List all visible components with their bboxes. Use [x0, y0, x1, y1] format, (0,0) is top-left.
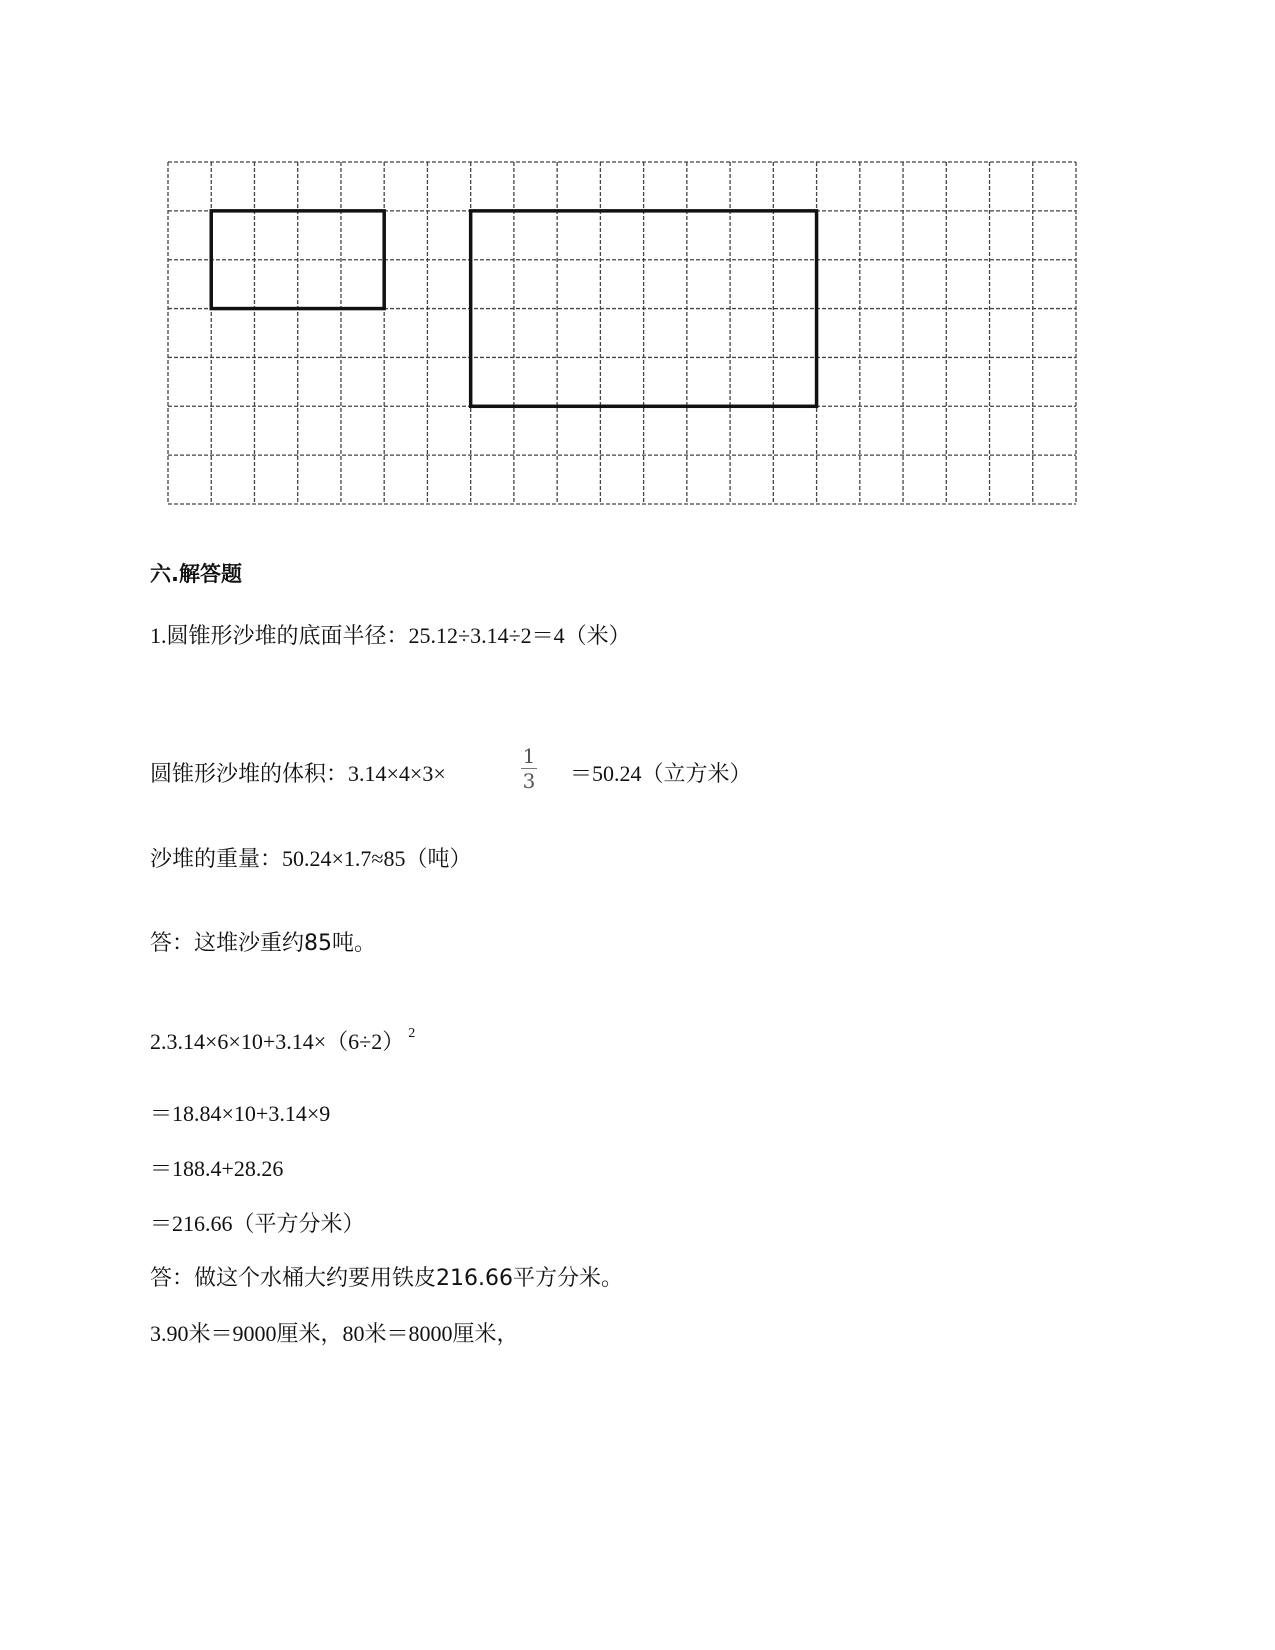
problem2-answer: 答：做这个水桶大约要用铁皮216.66平方分米。: [150, 1266, 623, 1291]
fraction-denominator: 3: [522, 769, 536, 793]
problem1-line1: 1.圆锥形沙堆的底面半径：25.12÷3.14÷2＝4（米）: [150, 623, 631, 648]
exponent: 2: [408, 1026, 416, 1041]
problem1-volume-suffix: ＝50.24（立方米）: [570, 761, 752, 786]
one-third-fraction: [519, 745, 539, 792]
problem1-answer: 答：这堆沙重约85吨。: [150, 931, 376, 956]
problem2-step2: ＝188.4+28.26: [150, 1156, 284, 1181]
problem3-line1: 3.90米＝9000厘米，80米＝8000厘米，: [150, 1321, 519, 1346]
grid-figure: [166, 160, 1078, 506]
problem2-expression: 2.3.14×6×10+3.14×（6÷2）: [150, 1029, 405, 1054]
problem1-volume-row: [150, 760, 446, 788]
fraction-numerator: 1: [522, 744, 536, 768]
problem2-step3: ＝216.66（平方分米）: [150, 1211, 365, 1236]
problem2-line1: [150, 1020, 415, 1056]
problem2-step1: ＝18.84×10+3.14×9: [150, 1101, 331, 1126]
section-heading: 六.解答题: [150, 562, 242, 586]
problem1-volume-prefix: 圆锥形沙堆的体积：3.14×4×3×: [150, 761, 446, 786]
problem1-weight: 沙堆的重量：50.24×1.7≈85（吨）: [150, 846, 472, 871]
